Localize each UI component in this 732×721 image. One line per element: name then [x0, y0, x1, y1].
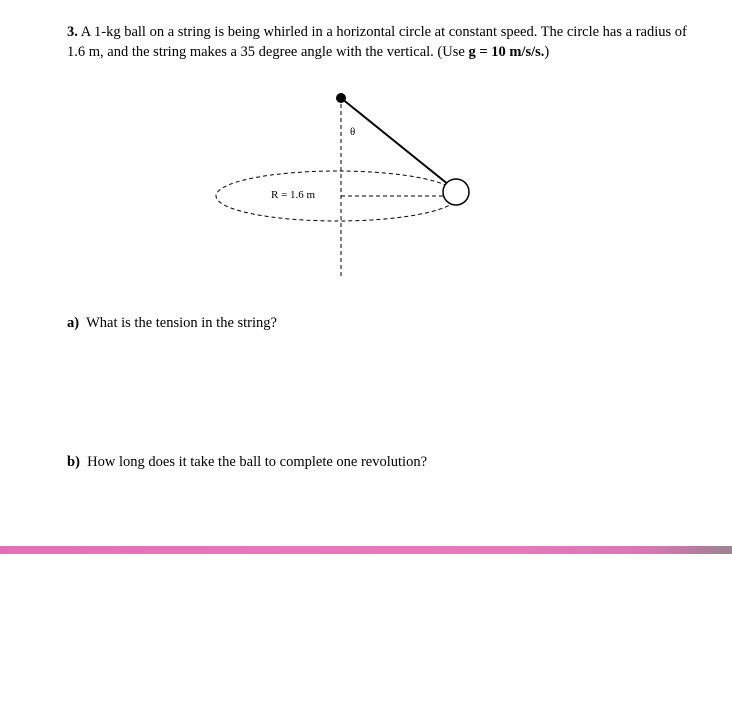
question-a-label: a) [67, 315, 80, 331]
diagram-svg [200, 85, 490, 285]
pivot-point [336, 93, 346, 103]
theta-label: θ [350, 126, 356, 138]
problem-text: A 1-kg ball on a string is being whirled in a horizontal circle at constant speed. The circle has a radius of 1.6 m, and the string makes a 35 degree angle with the vertical. (Use [67, 24, 687, 60]
question-a [67, 313, 277, 333]
radius-label: R = 1.6 m [271, 189, 316, 201]
question-a-text: What is the tension in the string? [86, 315, 277, 331]
problem-statement [67, 22, 707, 62]
question-b [67, 452, 427, 472]
ball [443, 179, 469, 205]
page-divider [0, 546, 732, 554]
problem-number: 3. [67, 24, 78, 40]
string [341, 98, 449, 185]
conical-pendulum-diagram [200, 85, 490, 285]
problem-text-end: ) [544, 44, 550, 60]
gravity-value: g = 10 m/s/s. [468, 44, 545, 60]
question-b-text: How long does it take the ball to complete one revolution? [87, 454, 428, 470]
question-b-label: b) [67, 454, 80, 470]
